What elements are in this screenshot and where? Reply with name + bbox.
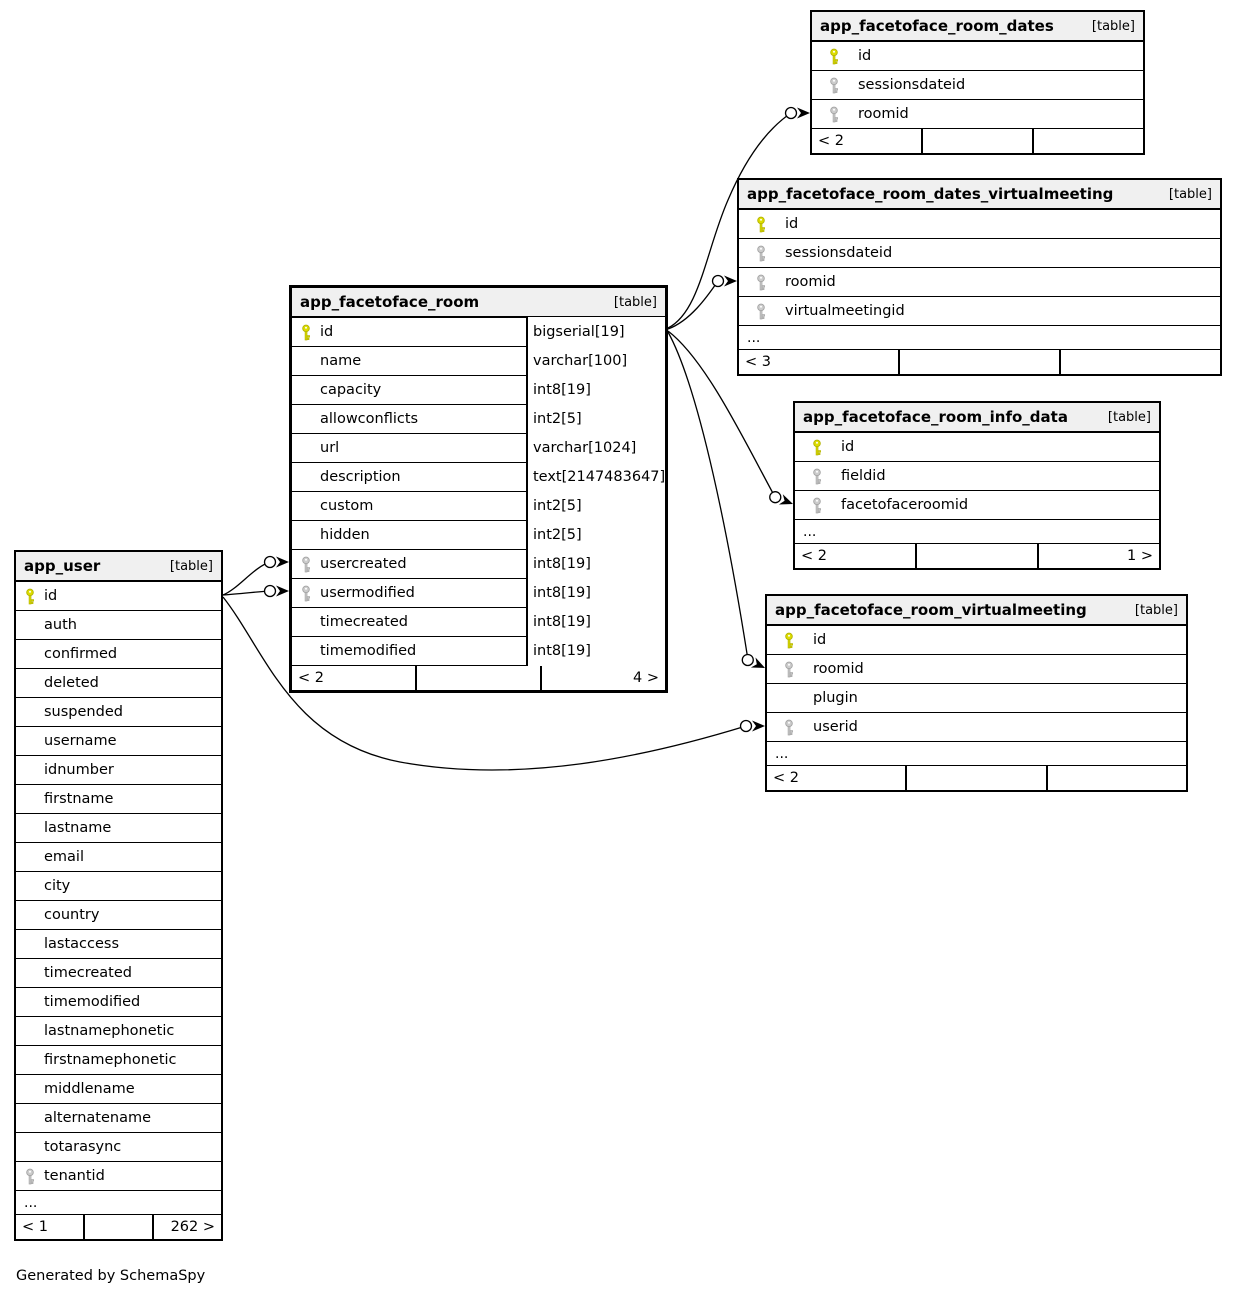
footer-center-count [921, 129, 1032, 153]
column-name: id [44, 588, 58, 604]
foreign-key-icon [24, 1168, 38, 1186]
table-tag: [table] [1107, 409, 1151, 425]
column-type: varchar[1024] [526, 433, 665, 463]
column-type: int8[19] [526, 375, 665, 405]
column-name: tenantid [44, 1168, 105, 1184]
column-name: alternatename [44, 1110, 152, 1126]
foreign-key-icon [811, 497, 825, 515]
primary-key-icon [783, 632, 797, 650]
column-row-app_facetoface_room-allowconflicts [292, 405, 665, 434]
column-row-app_user-firstname [16, 785, 221, 814]
foreign-key-icon [783, 661, 797, 679]
column-row-app_facetoface_room-usermodified [292, 579, 665, 608]
column-row-app_facetoface_room-usercreated [292, 550, 665, 579]
column-row-app_user-country [16, 901, 221, 930]
hidden-columns-ellipsis: ... [16, 1191, 221, 1215]
column-name: usermodified [320, 585, 415, 601]
column-name: roomid [858, 106, 909, 122]
column-name: id [813, 632, 827, 648]
column-name: plugin [813, 690, 858, 706]
column-row-app_facetoface_room_dates-roomid [812, 100, 1143, 129]
footer-left-count: < 2 [298, 670, 324, 686]
column-name: hidden [320, 527, 370, 543]
column-type: int2[5] [526, 491, 665, 521]
column-name: allowconflicts [320, 411, 419, 427]
column-row-app_user-lastnamephonetic [16, 1017, 221, 1046]
table-app_user[interactable] [14, 550, 223, 1241]
column-name: virtualmeetingid [785, 303, 905, 319]
column-name: username [44, 733, 117, 749]
column-row-app_facetoface_room-name [292, 347, 665, 376]
column-row-app_user-lastname [16, 814, 221, 843]
table-tag: [table] [1168, 186, 1212, 202]
table-title[interactable]: app_facetoface_room_virtualmeeting [775, 601, 1087, 619]
foreign-key-icon [783, 719, 797, 737]
column-name: firstname [44, 791, 114, 807]
table-tag: [table] [613, 294, 657, 310]
column-row-app_user-timecreated [16, 959, 221, 988]
footer-left-count: < 2 [818, 133, 844, 149]
fk-edge-room_id-to-dates_virtualmeeting_roomid [668, 276, 737, 330]
hidden-columns-ellipsis: ... [767, 742, 1186, 766]
column-row-app_facetoface_room_virtualmeeting-userid [767, 713, 1186, 742]
table-title[interactable]: app_facetoface_room_dates [820, 17, 1054, 35]
table-header-app_facetoface_room_dates_virtualmeeting[interactable] [739, 180, 1220, 210]
footer-center-count [905, 766, 1045, 790]
column-row-app_user-idnumber [16, 756, 221, 785]
column-name: middlename [44, 1081, 135, 1097]
footer-right-count [1046, 766, 1186, 790]
column-name: custom [320, 498, 374, 514]
column-name: id [858, 48, 872, 64]
column-name: email [44, 849, 84, 865]
footer-left-count: < 2 [801, 548, 827, 564]
footer-right-count: 1 > [1037, 544, 1159, 568]
column-row-app_user-tenantid [16, 1162, 221, 1191]
footer-center-count [83, 1215, 152, 1239]
column-name: facetofaceroomid [841, 497, 969, 513]
footer-right-count [1032, 129, 1143, 153]
primary-key-icon [24, 588, 38, 606]
table-footer [812, 129, 1143, 153]
fk-edge-room_id-to-virtualmeeting_roomid [668, 332, 765, 668]
column-row-app_user-city [16, 872, 221, 901]
column-row-app_user-email [16, 843, 221, 872]
column-name: sessionsdateid [785, 245, 893, 261]
column-row-app_user-username [16, 727, 221, 756]
column-name: capacity [320, 382, 382, 398]
column-row-app_facetoface_room_virtualmeeting-plugin [767, 684, 1186, 713]
column-name: lastname [44, 820, 112, 836]
foreign-key-icon [828, 106, 842, 124]
column-row-app_facetoface_room_dates_virtualmeeting-id [739, 210, 1220, 239]
table-tag: [table] [1134, 602, 1178, 618]
column-name: idnumber [44, 762, 114, 778]
table-header-app_user[interactable] [16, 552, 221, 582]
column-name: description [320, 469, 401, 485]
column-name: name [320, 353, 362, 369]
column-row-app_user-auth [16, 611, 221, 640]
table-footer [292, 666, 665, 690]
table-app_facetoface_room_dates[interactable] [810, 10, 1145, 155]
foreign-key-icon [300, 556, 314, 574]
column-name: fieldid [841, 468, 886, 484]
column-row-app_facetoface_room_dates_virtualmeeting-roomid [739, 268, 1220, 297]
generator-note: Generated by SchemaSpy [16, 1268, 206, 1284]
column-row-app_facetoface_room_dates-sessionsdateid [812, 71, 1143, 100]
table-footer [16, 1215, 221, 1239]
footer-left-count: < 2 [773, 770, 799, 786]
column-name: roomid [785, 274, 836, 290]
column-name: url [320, 440, 340, 456]
table-app_facetoface_room_info_data[interactable] [793, 401, 1161, 570]
column-type: text[2147483647] [526, 462, 665, 492]
column-type: int8[19] [526, 607, 665, 637]
column-name: timemodified [44, 994, 141, 1010]
column-row-app_facetoface_room-id [292, 318, 665, 347]
table-tag: [table] [1091, 18, 1135, 34]
footer-right-count: 262 > [152, 1215, 221, 1239]
table-footer [795, 544, 1159, 568]
table-title[interactable]: app_facetoface_room_dates_virtualmeeting [747, 185, 1114, 203]
column-name: firstnamephonetic [44, 1052, 177, 1068]
table-footer [739, 350, 1220, 374]
footer-right-count [1059, 350, 1220, 374]
column-name: id [841, 439, 855, 455]
foreign-key-icon [755, 245, 769, 263]
column-name: usercreated [320, 556, 407, 572]
column-name: city [44, 878, 71, 894]
foreign-key-icon [755, 274, 769, 292]
footer-center-count [915, 544, 1037, 568]
column-row-app_user-suspended [16, 698, 221, 727]
hidden-columns-ellipsis: ... [795, 520, 1159, 544]
footer-right-count: 4 > [540, 666, 665, 690]
table-title[interactable]: app_facetoface_room [300, 293, 480, 311]
column-row-app_user-middlename [16, 1075, 221, 1104]
table-header-app_facetoface_room_dates[interactable] [812, 12, 1143, 42]
column-row-app_user-confirmed [16, 640, 221, 669]
footer-center-count [898, 350, 1059, 374]
table-app_facetoface_room[interactable] [289, 285, 668, 693]
footer-center-count [415, 666, 540, 690]
column-name: totarasync [44, 1139, 122, 1155]
column-name: id [785, 216, 799, 232]
column-row-app_facetoface_room_dates-id [812, 42, 1143, 71]
column-row-app_facetoface_room-custom [292, 492, 665, 521]
column-row-app_facetoface_room_dates_virtualmeeting-sessionsdateid [739, 239, 1220, 268]
column-name: suspended [44, 704, 123, 720]
column-row-app_facetoface_room-description [292, 463, 665, 492]
column-name: auth [44, 617, 77, 633]
column-row-app_user-totarasync [16, 1133, 221, 1162]
column-name: timemodified [320, 643, 417, 659]
table-header-app_facetoface_room_virtualmeeting[interactable] [767, 596, 1186, 626]
table-title[interactable]: app_user [24, 557, 101, 575]
column-row-app_facetoface_room_info_data-facetofaceroomid [795, 491, 1159, 520]
foreign-key-icon [811, 468, 825, 486]
primary-key-icon [755, 216, 769, 234]
foreign-key-icon [828, 77, 842, 95]
foreign-key-icon [755, 303, 769, 321]
column-row-app_facetoface_room-capacity [292, 376, 665, 405]
column-row-app_user-id [16, 582, 221, 611]
column-row-app_facetoface_room_dates_virtualmeeting-virtualmeetingid [739, 297, 1220, 326]
column-row-app_user-firstnamephonetic [16, 1046, 221, 1075]
primary-key-icon [300, 324, 314, 342]
column-row-app_user-alternatename [16, 1104, 221, 1133]
column-name: timecreated [320, 614, 408, 630]
footer-left-count: < 3 [745, 354, 771, 370]
table-app_facetoface_room_virtualmeeting[interactable] [765, 594, 1188, 792]
column-row-app_facetoface_room-hidden [292, 521, 665, 550]
column-row-app_facetoface_room-timecreated [292, 608, 665, 637]
column-name: userid [813, 719, 858, 735]
column-row-app_facetoface_room-url [292, 434, 665, 463]
table-header-app_facetoface_room_info_data[interactable] [795, 403, 1159, 433]
fk-edge-user_id-to-room_usercreated [223, 557, 289, 596]
column-name: country [44, 907, 100, 923]
fk-edge-user_id-to-room_usermodified [223, 586, 289, 597]
column-name: roomid [813, 661, 864, 677]
column-name: lastaccess [44, 936, 120, 952]
footer-left-count: < 1 [22, 1219, 48, 1235]
column-type: int2[5] [526, 520, 665, 550]
column-name: lastnamephonetic [44, 1023, 175, 1039]
column-type: varchar[100] [526, 346, 665, 376]
column-type: int8[19] [526, 578, 665, 608]
column-name: id [320, 324, 334, 340]
foreign-key-icon [300, 585, 314, 603]
column-row-app_facetoface_room_virtualmeeting-roomid [767, 655, 1186, 684]
primary-key-icon [811, 439, 825, 457]
column-row-app_facetoface_room_info_data-id [795, 433, 1159, 462]
column-row-app_user-deleted [16, 669, 221, 698]
column-name: sessionsdateid [858, 77, 966, 93]
column-name: confirmed [44, 646, 118, 662]
column-type: int2[5] [526, 404, 665, 434]
column-row-app_facetoface_room_info_data-fieldid [795, 462, 1159, 491]
column-row-app_facetoface_room-timemodified [292, 637, 665, 666]
column-row-app_user-timemodified [16, 988, 221, 1017]
column-name: deleted [44, 675, 99, 691]
column-name: timecreated [44, 965, 132, 981]
column-type: int8[19] [526, 636, 665, 666]
table-title[interactable]: app_facetoface_room_info_data [803, 408, 1068, 426]
table-app_facetoface_room_dates_virtualmeeting[interactable] [737, 178, 1222, 376]
column-row-app_user-lastaccess [16, 930, 221, 959]
table-header-app_facetoface_room[interactable] [292, 288, 665, 318]
column-type: bigserial[19] [526, 317, 665, 347]
primary-key-icon [828, 48, 842, 66]
column-row-app_facetoface_room_virtualmeeting-id [767, 626, 1186, 655]
table-footer [767, 766, 1186, 790]
table-tag: [table] [169, 558, 213, 574]
hidden-columns-ellipsis: ... [739, 326, 1220, 350]
column-type: int8[19] [526, 549, 665, 579]
